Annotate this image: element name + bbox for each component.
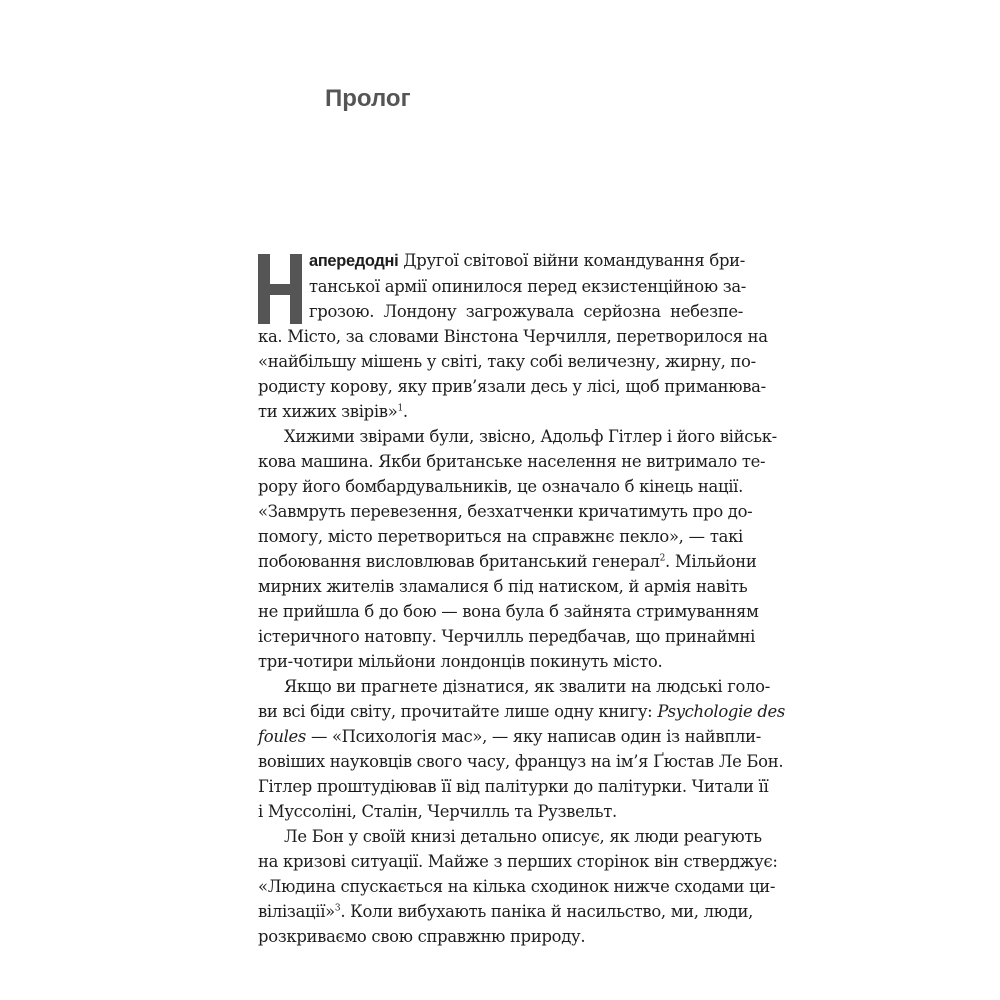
footnote-ref: 1 [397,403,403,414]
paragraph-3: Якщо ви прагнете дізнатися, як звалити на людські голо- ви всі біди світу, прочитайте лише одну книгу: Psychologie des foules — «Психологія мас», — яку написав один із найвпли- вовіших науковців свого часу, француз на ім’я Ґюстав Ле Бон. Гітлер проштудіював її від палітурки до палітурки. Читали її і Муссоліні, Сталін, Черчилль та Рузвельт. [258,677,786,821]
chapter-title: Пролог [325,85,411,112]
drop-cap-letter [258,254,302,324]
book-title-italic: foules [258,727,307,746]
run-in-word: апередодні [309,252,399,270]
body-text [258,248,786,949]
footnote-ref: 3 [334,903,341,914]
paragraph-4: Ле Бон у своїй книзі детально описує, як люди реагують на кризові ситуації. Майже з перших сторінок він стверджує: «Людина спускається на кілька сходинок нижче сходами ци- вілізації»$^3$. Коли вибухають паніка й насильство, ми, люди, розкриваємо свою справжню природу. [258,827,778,946]
paragraph-1: апередодні Другої світової війни командування бри- танської армії опинилося перед екзистенційною за- грозою. Лондону загрожувала серйозна небезпе- ка. Місто, за словами Вінстона Черчилля, перетворилося на «найбільшу мішень у світі, таку собі величезну, жирну, по- родисту корову, яку прив’язали десь у лісі, щоб приманюва- ти хижих звірів»$^1$. [258,251,768,421]
paragraph-2: Хижими звірами були, звісно, Адольф Гітлер і його військ- кова машина. Якби британське населення не витримало те- рору його бомбардувальників, це означало б кінець нації. «Завмруть перевезення, безхатченки кричатимуть про до- помогу, місто перетвориться на справжнє пекло», — такі побоювання висловлював британський генерал$^2$. Мільйони мирних жителів зламалися б під натиском, й армія навіть не прийшла б до бою — вона була б зайнята стримуванням істеричного натовпу. Черчилль передбачав, що принаймні три-чотири мільйони лондонців покинуть місто. [258,427,777,671]
book-title-italic: Psychologie des [657,702,786,721]
footnote-ref: 2 [659,553,666,564]
